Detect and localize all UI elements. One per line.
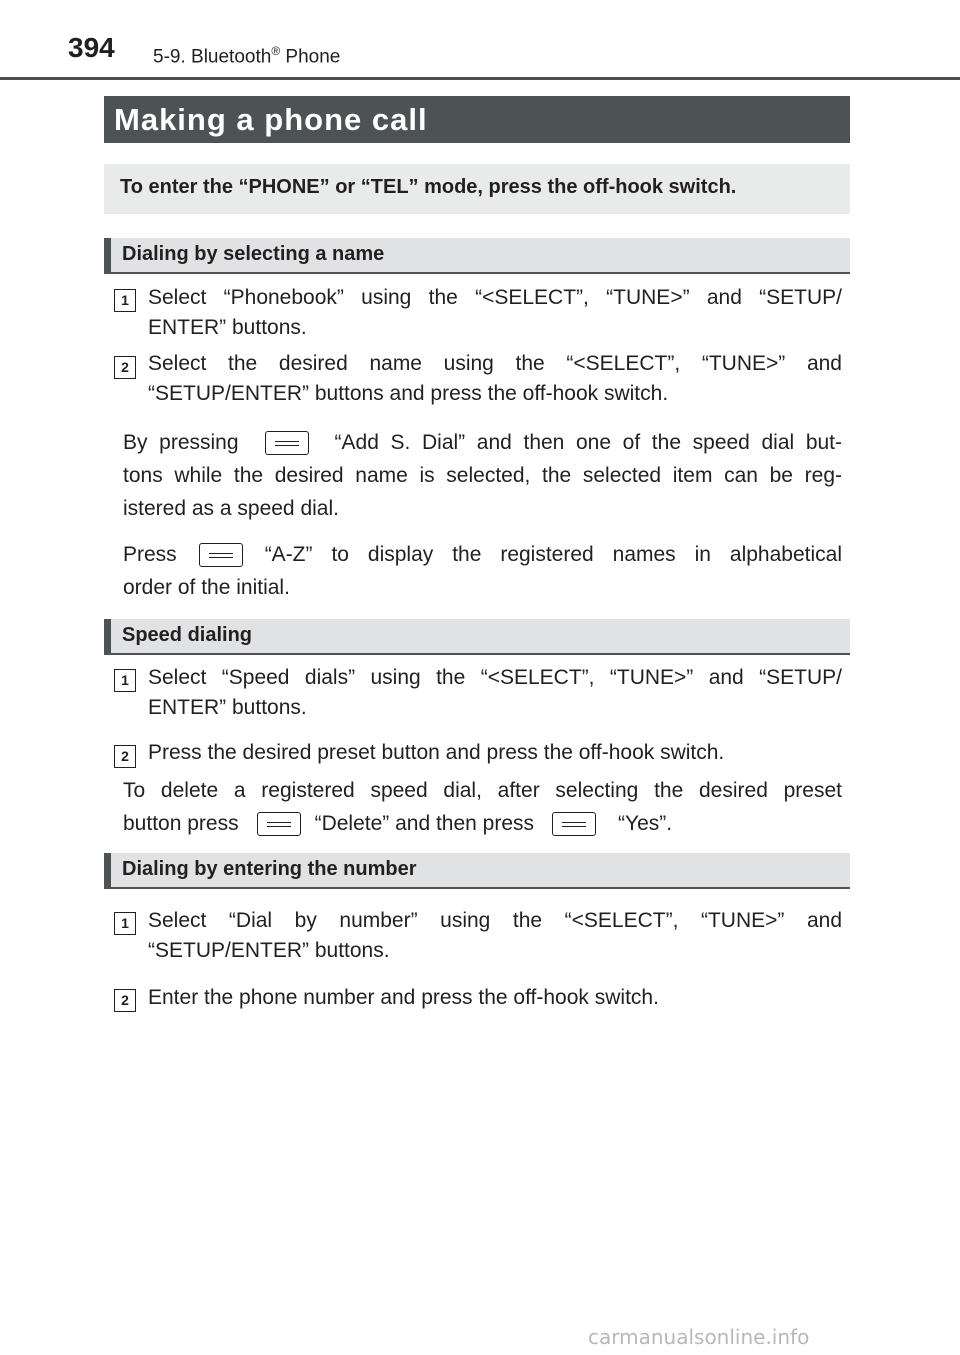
step-number-badge: 2 xyxy=(114,989,136,1012)
note-line: istered as a speed dial. xyxy=(123,497,339,520)
section-name: 5-9. Bluetooth xyxy=(153,46,272,68)
screen-key-icon xyxy=(265,431,309,455)
subheading-enter-number xyxy=(104,853,850,889)
step-text: Press the desired preset button and press the off-hook switch. xyxy=(148,741,725,764)
note-line: order of the initial. xyxy=(123,576,290,599)
screen-key-icon xyxy=(199,543,243,567)
section-name-tail: Phone xyxy=(280,46,341,68)
note-line xyxy=(123,426,842,459)
screen-key-icon xyxy=(552,812,596,836)
page-number: 394 xyxy=(68,32,115,63)
subheading-speed-dialing xyxy=(104,619,850,655)
step-text: Select “Phonebook” using the “<SELECT”, “TUNE>” and “SETUP/ ENTER” buttons. xyxy=(148,286,842,339)
note-delete-speed-dial xyxy=(123,774,842,840)
step-text: Select the desired name using the “<SELECT”, “TUNE>” and “SETUP/ENTER” buttons and press the off-hook switch. xyxy=(148,352,842,405)
page-header xyxy=(0,0,960,80)
section-reference xyxy=(153,44,340,68)
screen-key-icon xyxy=(257,812,301,836)
note-add-speed-dial xyxy=(123,426,842,525)
header-rule xyxy=(0,77,960,80)
note-text: button press xyxy=(123,812,239,835)
title-bar xyxy=(104,96,850,143)
note-line xyxy=(123,538,842,571)
note-text: “Yes”. xyxy=(618,812,673,835)
note-text: By pressing xyxy=(123,431,239,454)
subheading-text: Dialing by entering the number xyxy=(122,858,417,880)
step-text: Select “Dial by number” using the “<SELECT”, “TUNE>” and “SETUP/ENTER” buttons. xyxy=(148,909,842,962)
step-number-badge: 2 xyxy=(114,745,136,768)
step-text: Enter the phone number and press the off-hook switch. xyxy=(148,986,659,1009)
subheading-select-name xyxy=(104,238,850,274)
lead-text: To enter the “PHONE” or “TEL” mode, press the off-hook switch. xyxy=(120,176,737,198)
note-text: “Add S. Dial” and then one of the speed dial but- xyxy=(334,431,843,454)
registered-mark: ® xyxy=(271,44,281,58)
note-text: “A-Z” to display the registered names in alphabetical xyxy=(264,543,842,566)
note-text: Press xyxy=(123,543,177,566)
page-title: Making a phone call xyxy=(114,102,428,137)
note-text: “Delete” and then press xyxy=(314,812,535,835)
note-a-z xyxy=(123,538,842,604)
watermark: carmanualsonline.info xyxy=(588,1325,810,1349)
step-number-badge: 2 xyxy=(114,356,136,379)
note-line: tons while the desired name is selected, the selected item can be reg- xyxy=(123,464,842,487)
lead-box xyxy=(104,164,850,214)
subheading-text: Dialing by selecting a name xyxy=(122,243,385,265)
step-number-badge: 1 xyxy=(114,289,136,312)
step-number-badge: 1 xyxy=(114,669,136,692)
note-line xyxy=(123,807,842,840)
step-text: Select “Speed dials” using the “<SELECT”, “TUNE>” and “SETUP/ ENTER” buttons. xyxy=(148,666,842,719)
note-line: To delete a registered speed dial, after selecting the desired preset xyxy=(123,779,842,802)
subheading-text: Speed dialing xyxy=(122,624,253,646)
step-number-badge: 1 xyxy=(114,912,136,935)
